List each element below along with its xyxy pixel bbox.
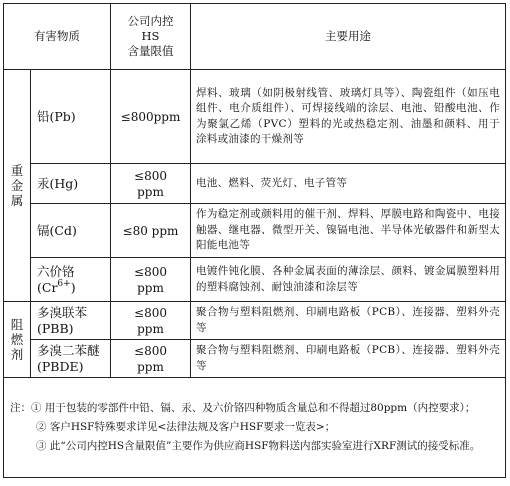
substance-name: 多溴联苯 (PBB) xyxy=(31,302,111,340)
limit-value: ≤800 ppm xyxy=(111,258,191,302)
main-use: 聚合物与塑料阻燃剂、印刷电路板（PCB）、连接器、塑料外壳等 xyxy=(191,302,506,340)
note-2: ② 客户HSF特殊要求详见<法律法规及客户HSF要求一览表>； xyxy=(36,421,336,433)
substance-name: 六价铬 $(Cr^{6+})$ xyxy=(31,258,111,302)
main-use: 电池、燃料、荧光灯、电子管等 xyxy=(191,164,506,204)
limit-value: ≤800 ppm xyxy=(111,164,191,204)
table-row xyxy=(4,164,506,204)
notes-row xyxy=(4,378,506,478)
group-flame-retardants: 阻 燃 剂 xyxy=(4,302,31,378)
header-substance: 有害物质 xyxy=(4,4,111,70)
header-limit: 公司内控 HS 含量限值 xyxy=(111,4,191,70)
table-row xyxy=(4,258,506,302)
hazardous-substance-table xyxy=(3,3,506,478)
main-use: 作为稳定剂或颜料用的催干剂、焊料、厚膜电路和陶瓷中、电接触器、继电器、微型开关、镍镉电池、半导体光敏器件和新型太阳能电池等 xyxy=(191,204,506,258)
limit-value: ≤800 ppm xyxy=(111,340,191,378)
table-row xyxy=(4,302,506,340)
table-row xyxy=(4,70,506,164)
note-1: 注：① 用于包装的零部件中铅、镉、汞、及六价铬四种物质含量总和不得超过80ppm（内控要求）； xyxy=(10,402,476,414)
substance-name: 多溴二苯醚 (PBDE) xyxy=(31,340,111,378)
group-heavy-metals: 重 金 属 xyxy=(4,70,31,302)
table-row xyxy=(4,340,506,378)
substance-name: 汞(Hg) xyxy=(31,164,111,204)
header-row xyxy=(4,4,506,70)
table-row xyxy=(4,204,506,258)
substance-name: 铅(Pb) xyxy=(31,70,111,164)
limit-value: ≤800 ppm xyxy=(111,302,191,340)
main-use: 焊料、玻璃（如阴极射线管、玻璃灯具等）、陶瓷组件（如压电组件、电介质组件）、可焊接线端的涂层、电池、铅酸电池、作为聚氯乙烯（PVC）塑料的光或热稳定剂、油墨和颜料、用于涂料或油漆的干燥剂等 xyxy=(191,70,506,164)
limit-value: ≤800ppm xyxy=(111,70,191,164)
limit-value: ≤80 ppm xyxy=(111,204,191,258)
main-use: 电镀件钝化膜、各种金属表面的薄涂层、颜料、镀金属膜塑料用的塑料腐蚀剂、耐蚀油漆和涂层等 xyxy=(191,258,506,302)
main-use: 聚合物与塑料阻燃剂、印刷电路板（PCB）、连接器、塑料外壳等 xyxy=(191,340,506,378)
notes xyxy=(4,378,506,478)
header-use: 主要用途 xyxy=(191,4,506,70)
note-3: ③ 此“公司内控HS含量限值”主要作为供应商HSF物料送内部实验室进行XRF测试的接受标准。 xyxy=(36,440,481,452)
substance-name: 镉(Cd) xyxy=(31,204,111,258)
